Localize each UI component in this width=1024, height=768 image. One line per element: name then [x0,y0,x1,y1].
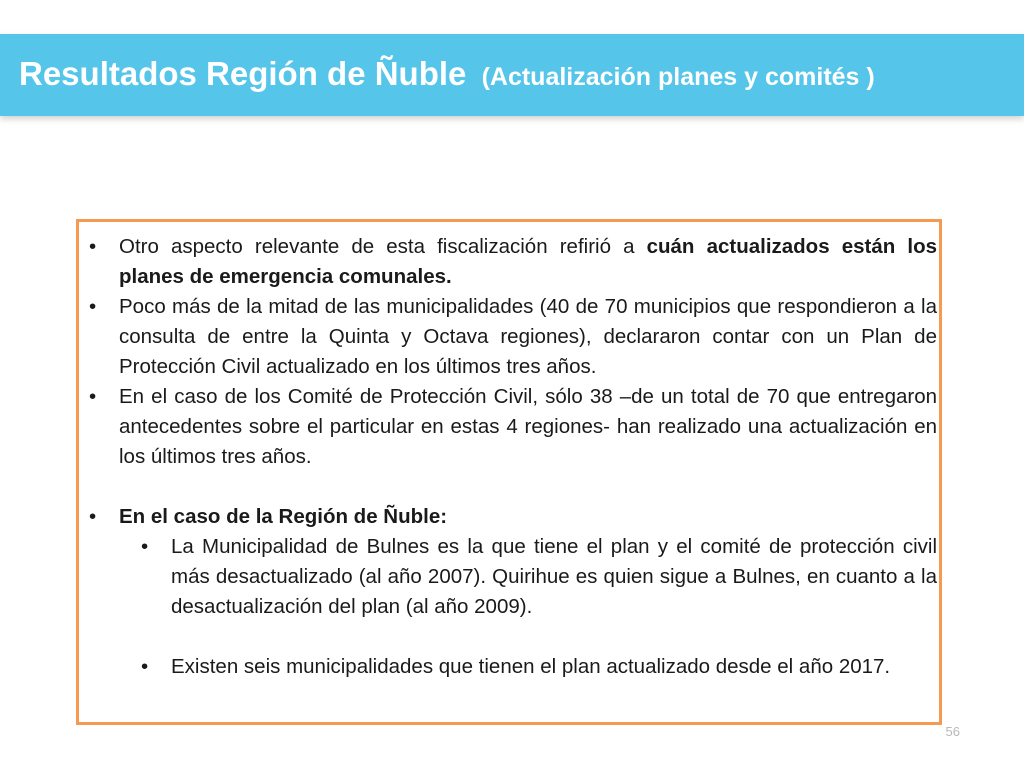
sub-bullet-bulnes: • La Municipalidad de Bulnes es la que tiene el plan y el comité de protección civil más desactualizado (al año 2007). Quirihue es quien sigue a Bulnes, en cuanto a la desactualización del plan (al año 2009). [171,532,937,622]
title-bar [0,34,1024,116]
title-main: Resultados Región de Ñuble [19,55,467,92]
sub-bullet-list [119,532,937,682]
sub-bullet-seis: • Existen seis municipalidades que tienen el plan actualizado desde el año 2017. [171,652,937,682]
bullet-nuble-label: En el caso de la Región de Ñuble: [119,505,448,528]
bullet-comites: • En el caso de los Comité de Protección Civil, sólo 38 –de un total de 70 que entregaron antecedentes sobre el particular en estas 4 regiones- han realizado una actualización en los últimos tres años. [119,382,937,472]
page-number: 56 [945,724,960,739]
title-subtitle: (Actualización planes y comités ) [481,63,875,91]
content-body [119,232,937,682]
bullet-nuble [119,502,937,532]
bullet-actualizacion-bold: cuán actualizados están los planes de emergencia comunales. [119,235,937,288]
bullet-actualizacion-text: Otro aspecto relevante de esta fiscalización refirió a [119,235,647,258]
bullet-actualizacion [119,232,937,292]
slide-title [19,54,875,97]
spacer [119,472,937,502]
bullet-planes: • Poco más de la mitad de las municipalidades (40 de 70 municipios que respondieron a la consulta de entre la Quinta y Octava regiones), declararon contar con un Plan de Protección Civil actualizado en los últimos tres años. [119,292,937,382]
spacer [171,622,937,652]
bullet-list [119,232,937,532]
content-box [76,219,942,725]
